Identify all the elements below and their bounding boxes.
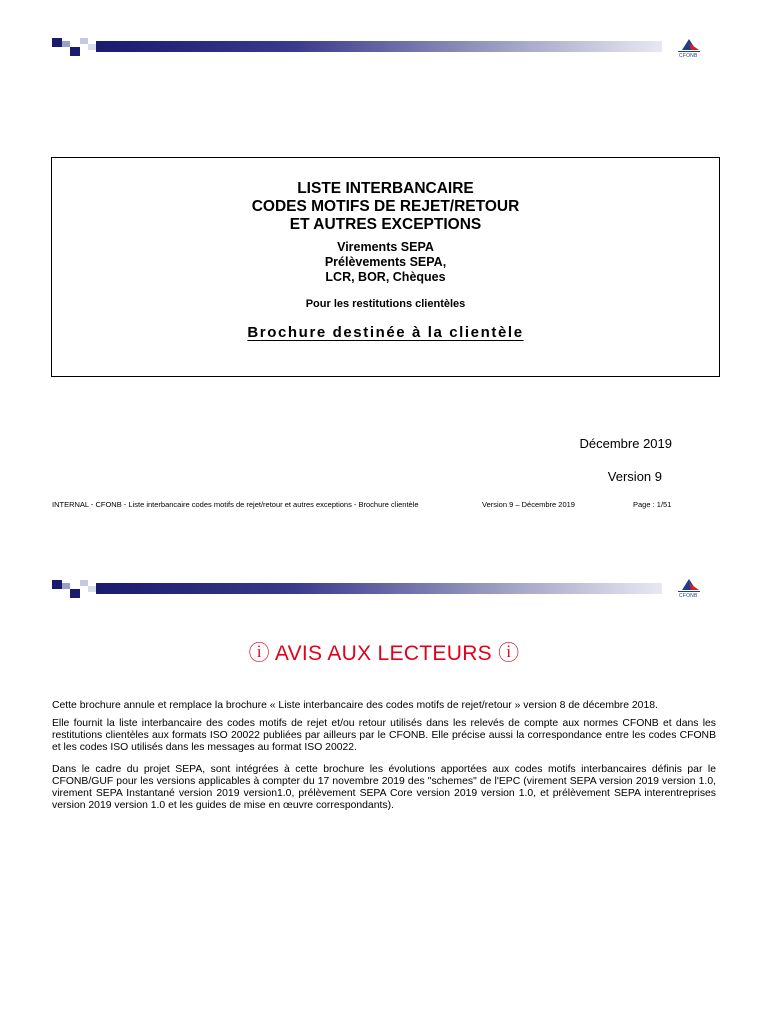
subtitle-line-3: LCR, BOR, Chèques bbox=[325, 270, 446, 284]
header-gradient bbox=[96, 41, 662, 52]
logo-text: CFONB bbox=[679, 53, 698, 59]
footer-page: Page : 1/51 bbox=[633, 500, 672, 509]
header-bar bbox=[52, 38, 662, 56]
brochure-title: Brochure destinée à la clientèle bbox=[247, 324, 524, 341]
paragraph-1: Cette brochure annule et remplace la brochure « Liste interbancaire des codes motifs de rejet/retour » version 8 de décembre 2018. bbox=[52, 700, 658, 711]
subtitle-line-2: Prélèvements SEPA, bbox=[324, 255, 447, 269]
header-gradient-2 bbox=[96, 583, 662, 594]
date-text: Décembre 2019 bbox=[579, 436, 672, 451]
footer-version: Version 9 – Décembre 2019 bbox=[482, 500, 575, 509]
paragraph-2: Elle fournit la liste interbancaire des codes motifs de rejet et/ou retour utilisés dans les relevés de compte aux normes CFONB et dans les restitutions clientèles aux formats ISO 20022 publiées par ailleurs par le CFONB. Elle précise aussi la correspondance entre les codes CFONB et les codes ISO utilisés dans les messages au format ISO 20022. bbox=[52, 718, 716, 753]
avis-title: ⓘ AVIS AUX LECTEURS ⓘ bbox=[248, 642, 520, 665]
title-line-2: CODES MOTIFS DE REJET/RETOUR bbox=[251, 198, 520, 215]
header-bar-2 bbox=[52, 580, 662, 598]
footer-left: INTERNAL - CFONB - Liste interbancaire codes motifs de rejet/retour et autres exceptions - Brochure clientèle bbox=[52, 500, 419, 509]
title-box bbox=[51, 157, 720, 377]
restitutions-text: Pour les restitutions clientèles bbox=[305, 298, 466, 310]
logo-text-2: CFONB bbox=[679, 593, 698, 599]
subtitle-line-1: Virements SEPA bbox=[337, 240, 434, 254]
title-line-3: ET AUTRES EXCEPTIONS bbox=[289, 216, 482, 233]
version-text: Version 9 bbox=[607, 469, 662, 484]
paragraph-3: Dans le cadre du projet SEPA, sont intégrées à cette brochure les évolutions apportées aux codes motifs interbancaires définis par le CFONB/GUF pour les versions applicables à compter du 17 novembre 2019 des "schemes" de l'EPC (virement SEPA version 2019 version 1.0, virement SEPA Instantané version 2019 version1.0, prélèvement SEPA Core version 2019 version 1.0, et prélèvement SEPA interentreprises version 2019 version 1.0 et les guides de mise en œuvre correspondants). bbox=[52, 764, 716, 811]
title-line-1: LISTE INTERBANCAIRE bbox=[297, 180, 474, 197]
